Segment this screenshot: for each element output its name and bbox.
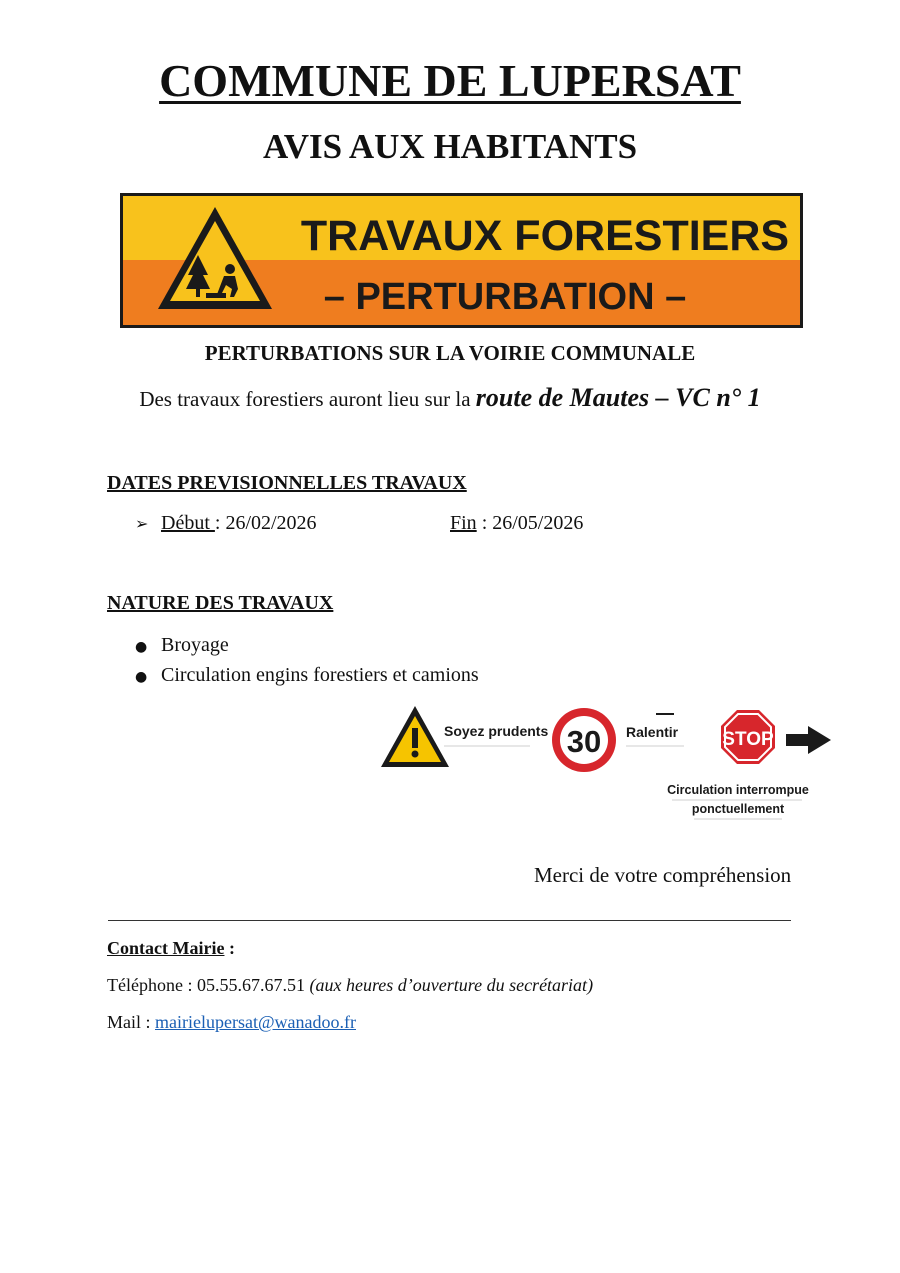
divider: [108, 920, 791, 921]
list-item: ● Circulation engins forestiers et camions: [135, 664, 479, 686]
closing-text: Merci de votre compréhension: [534, 863, 792, 887]
banner-line1: TRAVAUX FORESTIERS: [300, 212, 790, 260]
bullet-icon: ●: [135, 639, 148, 655]
interrupted-label-line2: ponctuellement: [691, 802, 785, 816]
mail-link[interactable]: mairielupersat@wanadoo.fr: [155, 1012, 356, 1032]
dates-line: ➢ Début : 26/02/2026 Fin : 26/05/2026: [135, 512, 584, 534]
contact-mail: Mail : mairielupersat@wanadoo.fr: [107, 1012, 356, 1032]
travaux-banner: [120, 193, 803, 328]
interrupted-label-line1: Circulation interrompue: [667, 783, 809, 797]
list-item: ● Broyage: [135, 634, 229, 656]
nature-heading: NATURE DES TRAVAUX: [107, 592, 334, 614]
slow-label: Ralentir: [626, 724, 679, 740]
page-subtitle: AVIS AUX HABITANTS: [262, 127, 638, 166]
stop-sign-icon: [721, 710, 775, 764]
bullet-icon: ●: [135, 669, 148, 685]
svg-text:30: 30: [566, 724, 602, 759]
dates-heading: DATES PREVISIONNELLES TRAVAUX: [107, 472, 467, 494]
arrow-bullet-icon: ➢: [135, 514, 149, 533]
arrow-right-icon: [786, 726, 831, 754]
banner-line2: – PERTURBATION –: [323, 276, 687, 318]
traffic-signs-strip: [378, 696, 840, 824]
contact-phone: Téléphone : 05.55.67.67.51 (aux heures d’ouverture du secrétariat): [107, 975, 594, 995]
page-title: COMMUNE DE LUPERSAT: [159, 55, 741, 106]
route-name: route de Mautes – VC n° 1: [475, 383, 761, 412]
contact-heading: Contact Mairie :: [107, 938, 235, 958]
notice-intro: Des travaux forestiers auront lieu sur la route de Mautes – VC n° 1: [139, 383, 761, 412]
caution-label: Soyez prudents: [444, 723, 549, 739]
notice-heading: PERTURBATIONS SUR LA VOIRIE COMMUNALE: [204, 341, 696, 365]
svg-text:STOP: STOP: [722, 729, 774, 750]
speed-limit-sign-icon: [552, 708, 616, 772]
caution-warning-icon: [381, 706, 449, 767]
